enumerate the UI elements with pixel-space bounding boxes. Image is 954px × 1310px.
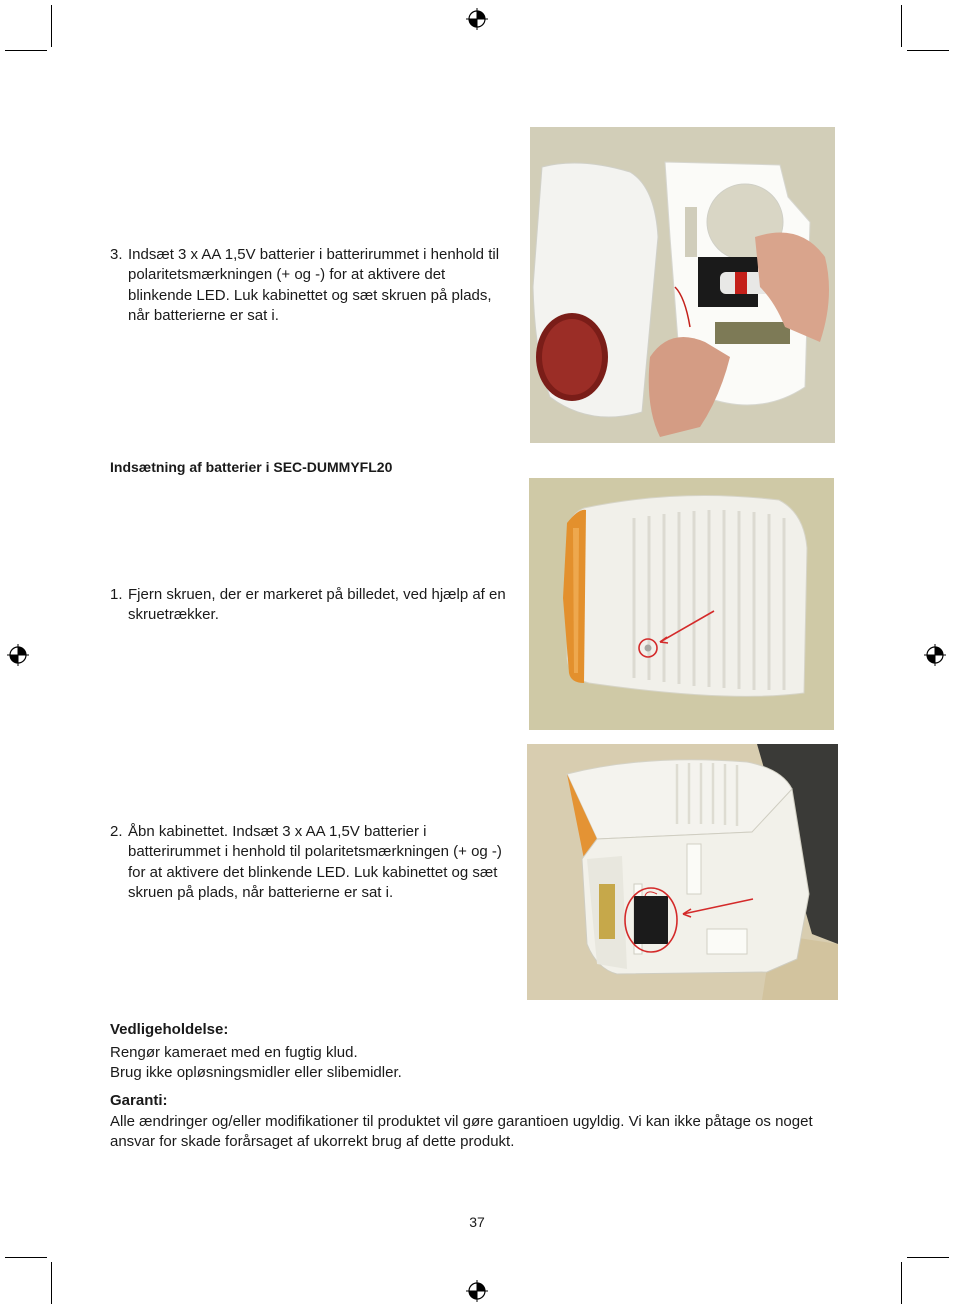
- maintenance-title: Vedligeholdelse:: [110, 1021, 229, 1038]
- siren-battery-photo: [530, 127, 835, 443]
- section-title: Indsætning af batterier i SEC-DUMMYFL20: [110, 459, 393, 475]
- registration-mark-icon: [7, 644, 29, 666]
- step-text: Indsæt 3 x AA 1,5V batterier i batterirummet i henhold til polaritetsmærkningen (+ og -) for at aktivere det blinkende LED. Luk kabinettet og sæt skruen på plads, når batterierne er sat i.: [128, 246, 500, 324]
- step-text: Åbn kabinettet. Indsæt 3 x AA 1,5V batterier i batterirummet i henhold til polaritetsmærkningen (+ og -) for at aktivere det blinkende LED. Luk kabinettet og sæt skruen på plads, når batterierne er sat i.: [128, 823, 502, 901]
- step-number: 2.: [110, 823, 123, 840]
- registration-mark-icon: [924, 644, 946, 666]
- step-3: [110, 245, 508, 326]
- step-number: 3.: [110, 246, 123, 263]
- closed-siren-photo: [529, 478, 834, 730]
- maintenance-line: Rengør kameraet med en fugtig klud.: [110, 1044, 358, 1061]
- step-2: [110, 822, 518, 903]
- warranty-title: Garanti:: [110, 1092, 168, 1109]
- open-siren-photo: [527, 744, 838, 1000]
- step-number: 1.: [110, 586, 123, 603]
- registration-mark-icon: [466, 1280, 488, 1302]
- step-text: Fjern skruen, der er markeret på billedet, ved hjælp af en skruetrækker.: [128, 586, 506, 624]
- maintenance-line: Brug ikke opløsningsmidler eller slibemidler.: [110, 1064, 402, 1081]
- warranty-text: Alle ændringer og/eller modifikationer til produktet vil gøre garantioen ugyldig. Vi kan ikke påtage os noget ansvar for skade forårsaget af ukorrekt brug af dette produkt.: [110, 1113, 813, 1151]
- registration-mark-icon: [466, 8, 488, 30]
- step-1: [110, 585, 518, 626]
- page-number: 37: [469, 1214, 485, 1230]
